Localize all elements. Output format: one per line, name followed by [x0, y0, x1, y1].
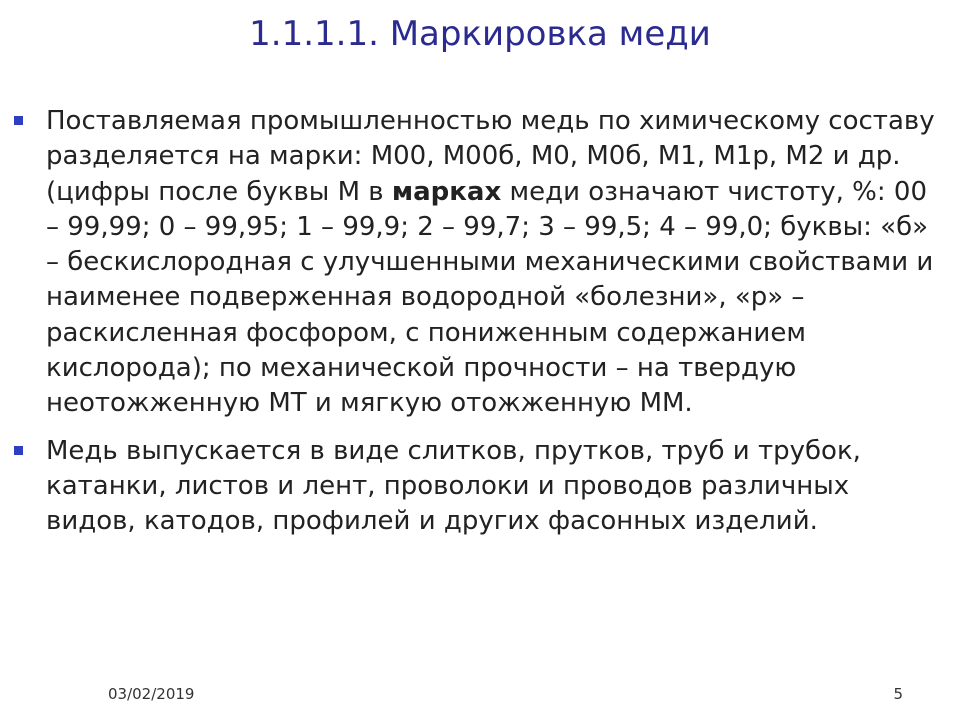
footer-page-number: 5	[893, 685, 903, 703]
bullet-item-products	[10, 434, 945, 540]
bullet-text-marking	[46, 104, 945, 422]
square-bullet-icon	[14, 116, 23, 125]
bullet-list	[10, 104, 945, 552]
bullet-item-marking	[10, 104, 945, 422]
square-bullet-icon	[14, 446, 23, 455]
bullet-text-part-1: Поставляемая промышленностью медь по химическому составу разделяется на марки: М00, М00б, М0, М0б, М1, М1р, М2 и др. (цифры после буквы М в	[46, 106, 935, 207]
slide-title: 1.1.1.1. Маркировка меди	[249, 14, 711, 54]
bullet-text-part-2: меди означают чистоту, %: 00 – 99,99; 0 – 99,95; 1 – 99,9; 2 – 99,7; 3 – 99,5; 4 – 99,0; буквы: «б» – бескислородная с улучшенными механическими свойствами и наименее подверженная водородной «болезни», «р» – раскисленная фосфором, с пониженным содержанием кислорода); по механической прочности – на твердую неотожженную МТ и мягкую отожженную ММ.	[46, 176, 934, 419]
footer-date: 03/02/2019	[108, 685, 195, 703]
bullet-text-products: Медь выпускается в виде слитков, прутков, труб и трубок, катанки, листов и лент, проволоки и проводов различных видов, катодов, профилей и других фасонных изделий.	[46, 435, 861, 537]
bullet-text-bold: марках	[391, 176, 502, 207]
